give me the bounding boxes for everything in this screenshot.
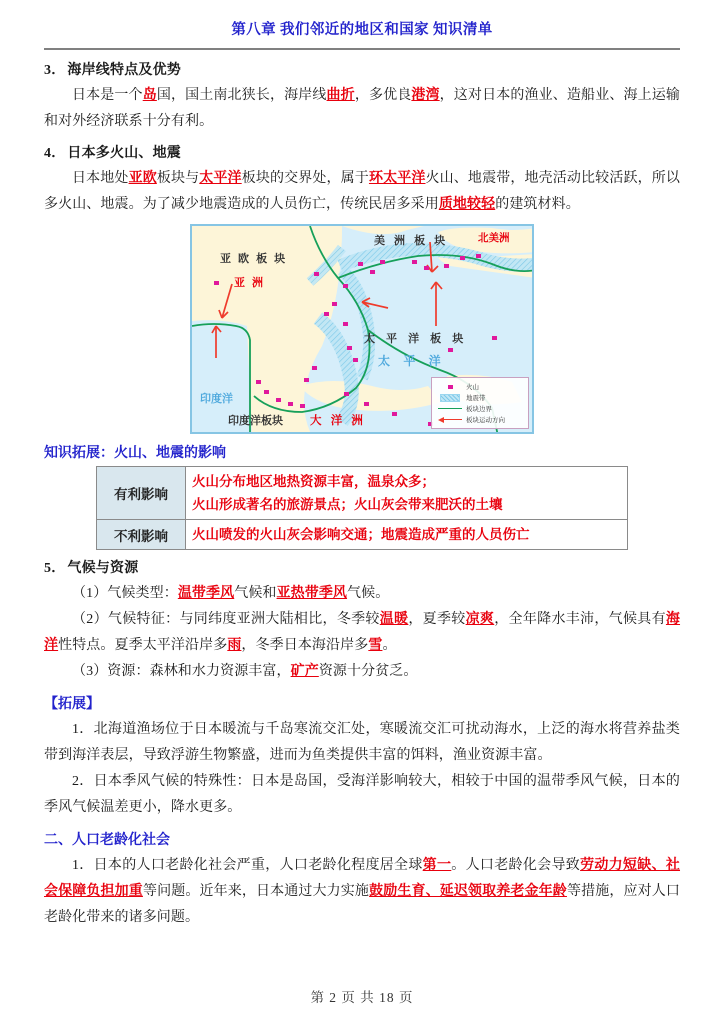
map-label-eurasian-plate: 亚 欧 板 块 [220, 253, 288, 265]
map-label-american-plate: 美 洲 板 块 [374, 235, 449, 247]
body-text: 等问题。近年来，日本通过大力实施 [142, 884, 370, 899]
legend-row-plate-motion [436, 414, 525, 425]
section-title-5: 气候与资源 [67, 561, 139, 576]
emphasis-text: 第一 [422, 858, 452, 873]
aging-society-paragraph [44, 853, 680, 931]
expansion-item-2: 2．日本季风气候的特殊性：日本是岛国，受海洋影响较大，相较于中国的温带季风气候，日本的季风气候温差更小，降水更多。 [44, 774, 680, 815]
page-title: 第八章 我们邻近的地区和国家 知识清单 [231, 22, 493, 38]
body-text: 板块与 [156, 171, 200, 186]
section-4-paragraph [44, 166, 680, 218]
body-text: （1）气候类型： [72, 586, 178, 601]
legend-row-plate-boundary [436, 403, 525, 414]
table-cell-category: 有利影响 [97, 467, 186, 520]
emphasis-text: 港湾 [411, 88, 440, 103]
body-text: 日本是一个 [72, 88, 143, 103]
body-text: 性特点。夏季太平洋沿岸多 [58, 638, 228, 653]
section-5-item-3 [44, 659, 680, 685]
body-text: 的建筑材料。 [495, 197, 580, 212]
table-row [97, 467, 628, 520]
body-text: ，冬季日本海沿岸多 [241, 638, 369, 653]
knowledge-box-heading: 知识拓展：火山、地震的影响 [44, 446, 226, 461]
body-text: 气候和 [234, 586, 277, 601]
section-number-4: 4． [44, 146, 66, 161]
legend-label-plate-boundary: 板块边界 [466, 406, 492, 413]
table-value-line: 火山形成著名的旅游景点；火山灰会带来肥沃的土壤 [192, 497, 503, 512]
emphasis-text: 温带季风 [177, 586, 235, 601]
map-label-oceania: 大 洋 洲 [310, 415, 366, 427]
body-text: ，多优良 [354, 88, 412, 103]
legend-label-plate-motion: 板块运动方向 [466, 417, 505, 424]
section-title-4: 日本多火山、地震 [67, 146, 182, 161]
map-figure-wrapper [44, 224, 680, 434]
body-text: 等措施，应对人口老龄化带来的诸多问题。 [44, 884, 680, 925]
emphasis-text: 凉爽 [465, 612, 495, 627]
emphasis-text: 质地较轻 [438, 197, 496, 212]
body-text: 国，国土南北狭长，海岸线 [156, 88, 327, 103]
emphasis-text: 雨 [227, 638, 242, 653]
emphasis-text: 矿产 [290, 664, 319, 679]
emphasis-text: 温暖 [379, 612, 409, 627]
emphasis-text: 亚欧 [128, 171, 157, 186]
plate-tectonics-map [190, 224, 534, 434]
emphasis-text: 太平洋 [199, 171, 242, 186]
influence-table [96, 466, 628, 550]
emphasis-text: 曲折 [326, 88, 355, 103]
table-row [97, 520, 628, 550]
section-heading-5 [44, 557, 680, 577]
map-label-indian-plate: 印度洋板块 [228, 415, 283, 427]
table-cell-category: 不利影响 [97, 520, 186, 550]
map-label-pacific-plate: 太 平 洋 板 块 [364, 333, 468, 345]
table-cell-value [186, 467, 628, 520]
table-value-line: 火山分布地区地热资源丰富，温泉众多； [192, 474, 435, 489]
map-label-indian-ocean: 印度洋 [200, 393, 233, 405]
seismic-belt-icon [436, 394, 464, 402]
legend-row-volcano [436, 381, 525, 392]
section-heading-4 [44, 142, 680, 162]
section-3-paragraph [44, 83, 680, 135]
emphasis-text: 亚热带季风 [276, 586, 348, 601]
body-text: （2）气候特征：与同纬度亚洲大陆相比，冬季较 [72, 612, 380, 627]
section-5-item-1 [44, 581, 680, 607]
emphasis-text: 环太平洋 [368, 171, 426, 186]
body-text: 火山、地震带，地壳活动比较活跃，所以多火山、地震。为了减少地震造成的人员伤亡，传统民居多采用 [44, 171, 680, 212]
header-divider [44, 48, 680, 50]
expansion-heading: 【拓展】 [44, 697, 100, 712]
plate-boundary-icon [436, 408, 464, 409]
table-value-line: 火山喷发的火山灰会影响交通；地震造成严重的人员伤亡 [192, 527, 530, 542]
body-text: （3）资源：森林和水力资源丰富， [72, 664, 291, 679]
body-text: ，夏季较 [408, 612, 466, 627]
emphasis-text: 鼓励生育、延迟领取养老金年龄 [369, 884, 567, 899]
body-text: 资源十分贫乏。 [318, 664, 418, 679]
expansion-item-1: 1．北海道渔场位于日本暖流与千岛寒流交汇处，寒暖流交汇可扰动海水，上泛的海水将营养盐类带到海洋表层，导致浮游生物繁盛，进而为鱼类提供丰富的饵料，渔业资源丰富。 [44, 722, 680, 763]
section-number-5: 5． [44, 561, 66, 576]
legend-label-volcano: 火山 [466, 384, 479, 391]
plate-motion-arrow-icon [436, 417, 464, 423]
section-heading-3 [44, 59, 680, 79]
map-legend [431, 377, 529, 429]
map-label-asia: 亚 洲 [234, 277, 266, 289]
emphasis-text: 劳动力短缺、社会保障负担加重 [44, 858, 681, 899]
section-title-3: 海岸线特点及优势 [67, 63, 182, 78]
emphasis-text: 雪 [368, 638, 383, 653]
emphasis-text: 海洋 [44, 612, 681, 653]
body-text: ，全年降水丰沛，气候具有 [494, 612, 666, 627]
legend-row-seismic-belt [436, 392, 525, 403]
body-text: 。人口老龄化会导致 [451, 858, 581, 873]
volcano-icon [436, 385, 464, 389]
body-text: 日本地处 [72, 171, 129, 186]
body-text: 板块的交界处，属于 [241, 171, 369, 186]
section-number-3: 3． [44, 63, 66, 78]
emphasis-text: 岛 [142, 88, 157, 103]
influence-table-wrapper [44, 466, 680, 550]
section-5-item-2 [44, 607, 680, 659]
map-label-north-america: 北美洲 [478, 232, 510, 244]
legend-label-seismic-belt: 地震带 [466, 395, 486, 402]
map-label-pacific-ocean: 太 平 洋 [378, 354, 446, 368]
body-text: 气候。 [347, 586, 390, 601]
page-footer: 第 2 页 共 18 页 [310, 990, 414, 1005]
aging-society-heading: 二、人口老龄化社会 [44, 833, 170, 848]
body-text: ，这对日本的渔业、造船业、海上运输和对外经济联系十分有利。 [44, 88, 680, 129]
table-cell-value [186, 520, 628, 550]
body-text: 1．日本的人口老龄化社会严重，人口老龄化程度居全球 [72, 858, 423, 873]
body-text: 。 [382, 638, 397, 653]
